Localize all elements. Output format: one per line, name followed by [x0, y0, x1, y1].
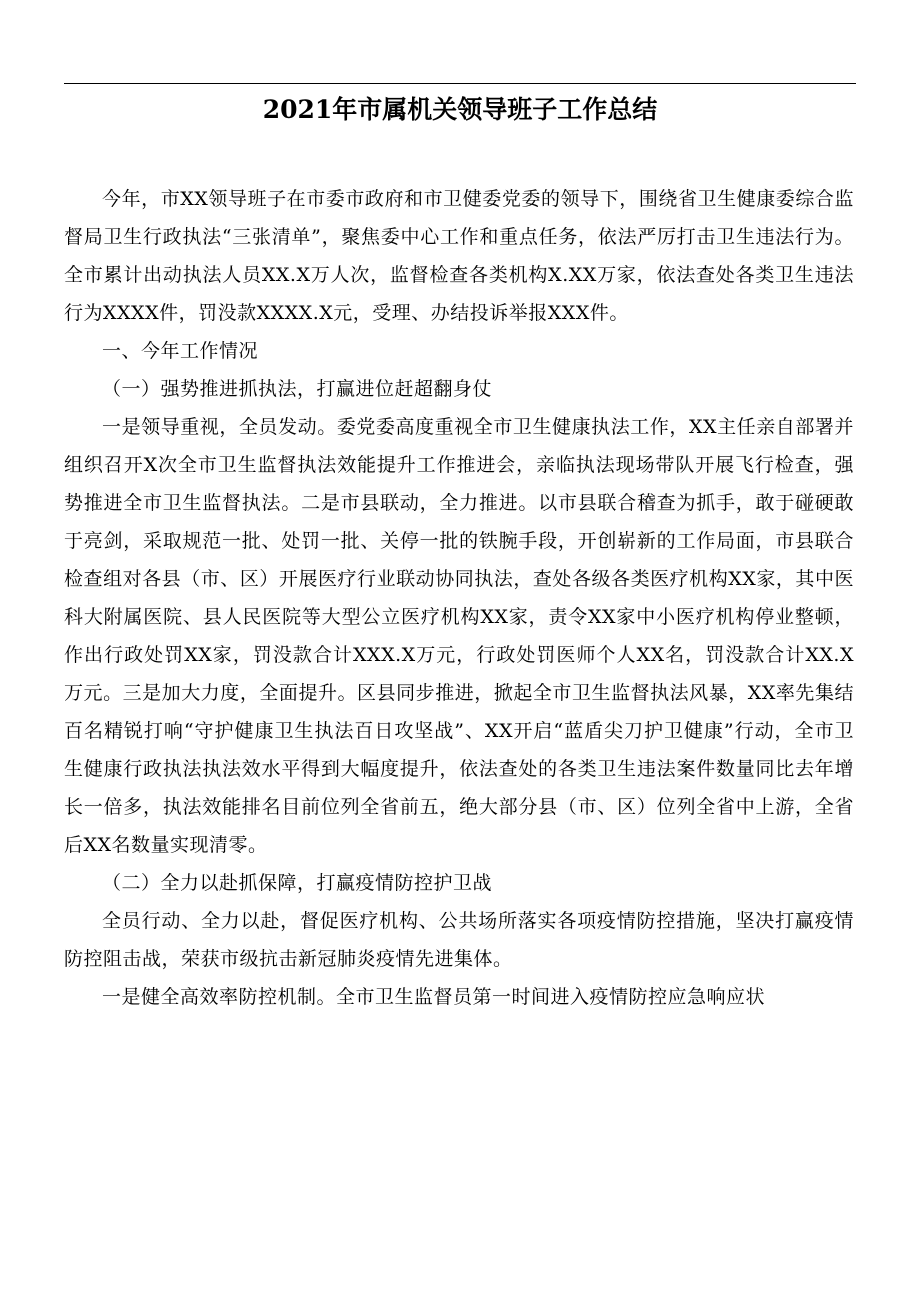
subsection-heading-1: （一）强势推进抓执法，打赢进位赶超翻身仗 [102, 378, 493, 400]
header-rule [64, 83, 856, 84]
subsection-heading-2: （二）全力以赴抓保障，打赢疫情防控护卫战 [102, 872, 493, 894]
intro-paragraph: 今年，市XX领导班子在市委市政府和市卫健委党委的领导下，围绕省卫生健康委综合监督局卫生行政执法“三张清单”，聚焦委中心工作和重点任务，依法严厉打击卫生违法行为。全市累计出动执法人员XX.X万人次，监督检查各类机构X.XX万家，依法查处各类卫生违法行为XXXX件，罚没款XXXX.X元，受理、办结投诉举报XXX件。 [64, 188, 854, 324]
body-paragraph: 一是领导重视，全员发动。委党委高度重视全市卫生健康执法工作，XX主任亲自部署并组织召开X次全市卫生监督执法效能提升工作推进会，亲临执法现场带队开展飞行检查，强势推进全市卫生监督执法。二是市县联动，全力推进。以市县联合稽查为抓手，敢于碰硬敢于亮剑，采取规范一批、处罚一批、关停一批的铁腕手段，开创崭新的工作局面，市县联合检查组对各县（市、区）开展医疗行业联动协同执法，查处各级各类医疗机构XX家，其中医科大附属医院、县人民医院等大型公立医疗机构XX家，责令XX家中小医疗机构停业整顿，作出行政处罚XX家，罚没款合计XXX.X万元，行政处罚医师个人XX名，罚没款合计XX.X万元。三是加大力度，全面提升。区县同步推进，掀起全市卫生监督执法风暴，XX率先集结百名精锐打响“守护健康卫生执法百日攻坚战”、XX开启“蓝盾尖刀护卫健康”行动，全市卫生健康行政执法执法效水平得到大幅度提升，依法查处的各类卫生违法案件数量同比去年增长一倍多，执法效能排名目前位列全省前五，绝大部分县（市、区）位列全省中上游，全省后XX名数量实现清零。 [64, 416, 854, 856]
document-title: 2021年市属机关领导班子工作总结 [262, 95, 658, 124]
body-paragraph: 全员行动、全力以赴，督促医疗机构、公共场所落实各项疫情防控措施，坚决打赢疫情防控阻击战，荣获市级抗击新冠肺炎疫情先进集体。 [64, 910, 854, 970]
body-paragraph: 一是健全高效率防控机制。全市卫生监督员第一时间进入疫情防控应急响应状 [102, 986, 766, 1008]
section-heading-1: 一、今年工作情况 [102, 340, 259, 362]
document-body [64, 180, 854, 1016]
